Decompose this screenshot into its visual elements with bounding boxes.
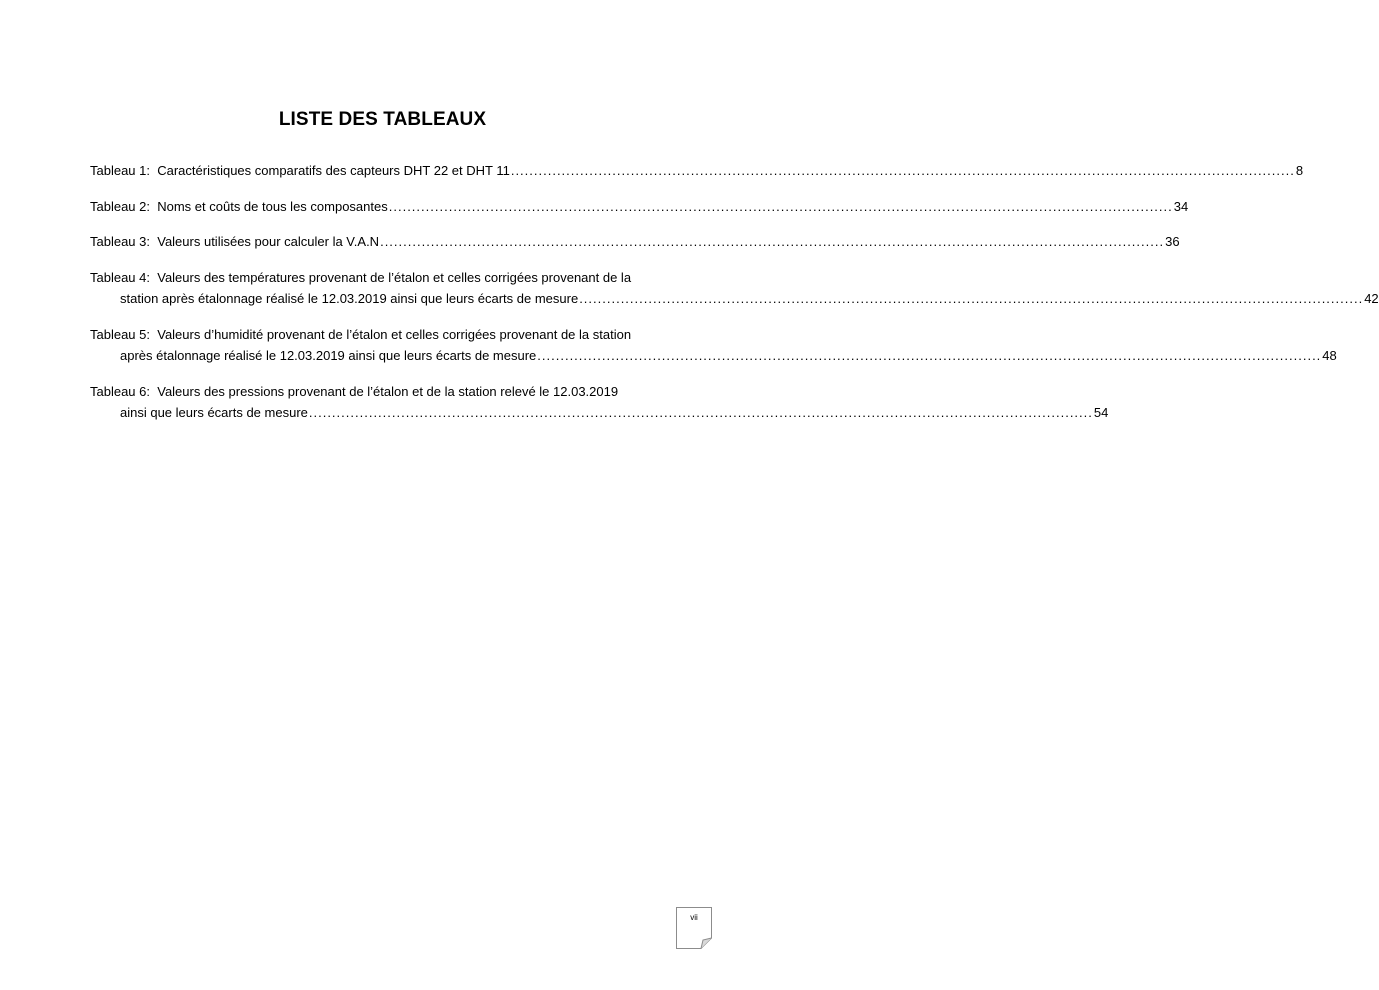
toc-entry-page: 54 — [1093, 405, 1109, 420]
toc-entry-text-continued: ainsi que leurs écarts de mesure — [120, 405, 308, 420]
toc-entry-page: 34 — [1173, 198, 1189, 214]
toc-entry-text: Noms et coûts de tous les composantes — [157, 198, 388, 214]
page-number: vii — [690, 913, 698, 922]
toc-entry-page: 8 — [1295, 163, 1304, 178]
toc-entry-label: Tableau 1: — [90, 163, 150, 178]
page-number-box — [676, 907, 712, 949]
toc-entry-page: 36 — [1165, 234, 1180, 249]
leader-dots: .......................................................................................................................................................................... — [510, 163, 1295, 178]
leader-dots: .......................................................................................................................................................................... — [388, 198, 1173, 214]
toc-entry-5[interactable] — [90, 324, 1337, 367]
leader-dots: .......................................................................................................................................................................... — [579, 291, 1364, 306]
toc-entry-2[interactable] — [90, 196, 1189, 218]
leader-dots: .......................................................................................................................................................................... — [537, 348, 1322, 363]
toc-entry-label: Tableau 2: — [90, 198, 150, 214]
toc-entry-text-continued: station après étalonnage réalisé le 12.03.2019 ainsi que leurs écarts de mesure — [120, 291, 579, 306]
toc-entry-label: Tableau 3: — [90, 234, 150, 249]
toc-entry-6[interactable] — [90, 381, 1109, 424]
toc-entry-label: Tableau 6: — [90, 383, 150, 399]
toc-entry-page: 42 — [1364, 291, 1379, 306]
toc-entry-label: Tableau 5: — [90, 326, 150, 342]
toc-entry-3[interactable] — [90, 231, 1180, 253]
page-title: LISTE DES TABLEAUX — [278, 109, 487, 130]
toc-entry-4[interactable] — [90, 267, 1379, 310]
toc-entry-text: Valeurs d’humidité provenant de l’étalon et celles corrigées provenant de la station — [157, 326, 632, 342]
toc-entry-1[interactable] — [90, 160, 1304, 182]
toc-entry-text: Valeurs des températures provenant de l’étalon et celles corrigées provenant de la — [157, 269, 632, 285]
table-list — [90, 160, 1379, 438]
toc-entry-text: Valeurs des pressions provenant de l’étalon et de la station relevé le 12.03.2019 — [157, 383, 619, 399]
leader-dots: .......................................................................................................................................................................... — [308, 405, 1093, 420]
toc-entry-text: Caractéristiques comparatifs des capteurs DHT 22 et DHT 11 — [157, 163, 510, 178]
leader-dots: .......................................................................................................................................................................... — [380, 234, 1165, 249]
toc-entry-text: Valeurs utilisées pour calculer la V.A.N — [157, 234, 380, 249]
toc-entry-label: Tableau 4: — [90, 269, 150, 285]
toc-entry-text-continued: après étalonnage réalisé le 12.03.2019 ainsi que leurs écarts de mesure — [120, 348, 537, 363]
toc-entry-page: 48 — [1322, 348, 1337, 363]
